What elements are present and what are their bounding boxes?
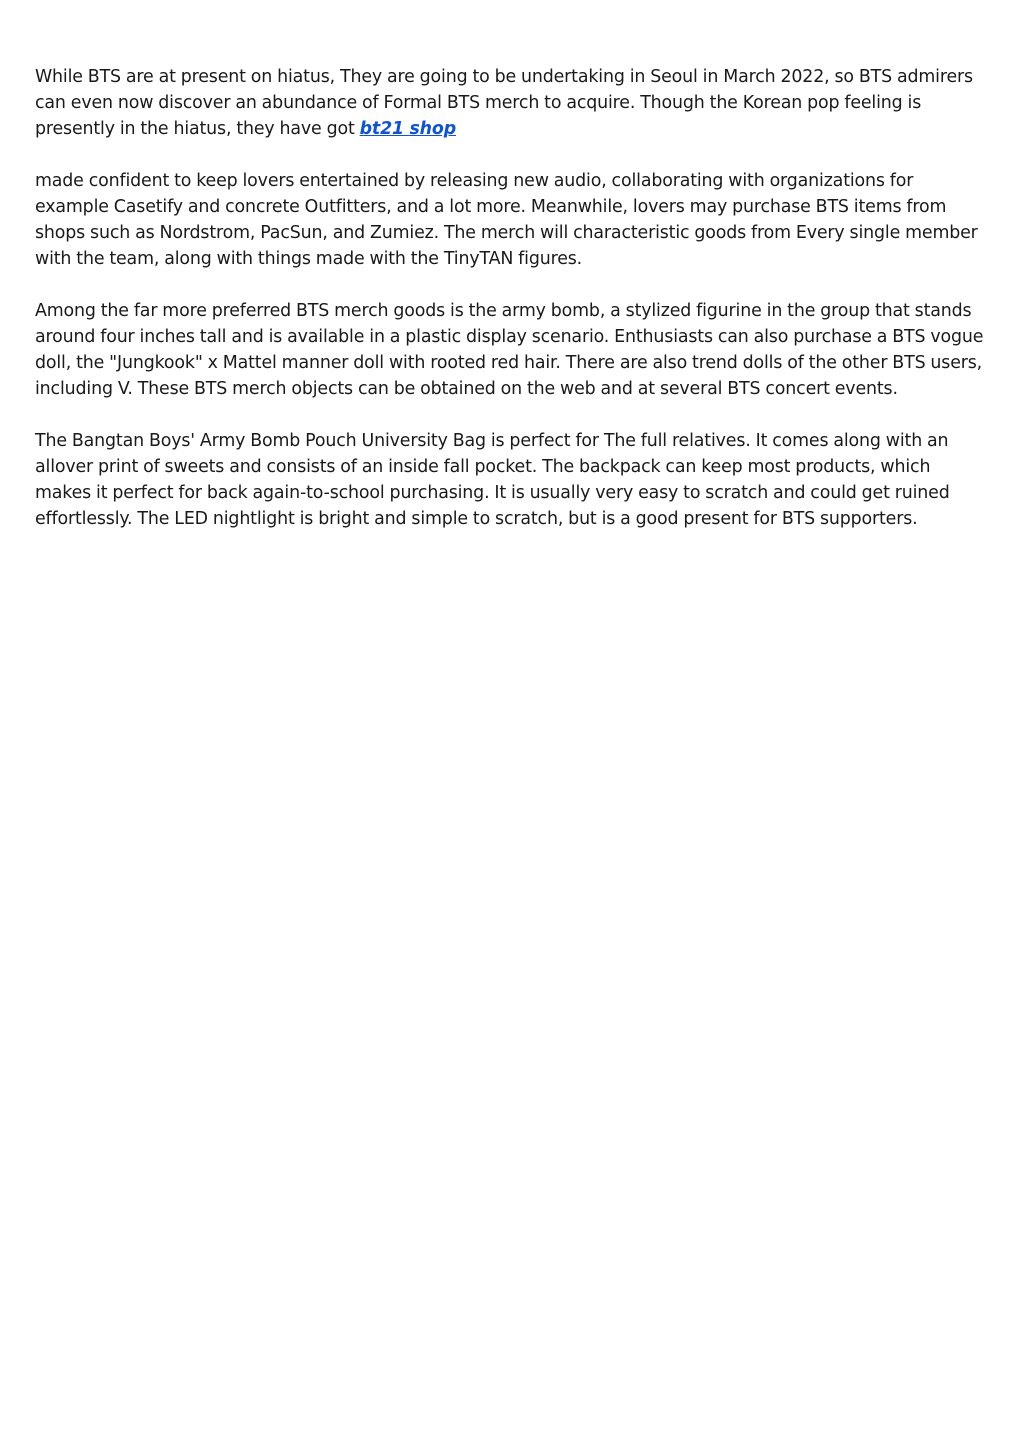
- paragraph-4: The Bangtan Boys' Army Bomb Pouch University Bag is perfect for The full relatives. It comes along with an allover print of sweets and consists of an inside fall pocket. The backpack can keep most products, which makes it perfect for back again-to-school purchasing. It is usually very easy to scratch and could get ruined effortlessly. The LED nightlight is bright and simple to scratch, but is a good present for BTS supporters.: [35, 431, 950, 529]
- paragraph-3: Among the far more preferred BTS merch goods is the army bomb, a stylized figurine in the group that stands around four inches tall and is available in a plastic display scenario. Enthusiasts can also purchase a BTS vogue doll, the "Jungkook" x Mattel manner doll with rooted red hair. There are also trend dolls of the other BTS users, including V. These BTS merch objects can be obtained on the web and at several BTS concert events.: [35, 301, 984, 399]
- paragraph-1: [35, 64, 989, 142]
- bt21-shop-link[interactable]: bt21 shop: [359, 119, 457, 139]
- paragraph-2: made confident to keep lovers entertained by releasing new audio, collaborating with organizations for example Casetify and concrete Outfitters, and a lot more. Meanwhile, lovers may purchase BTS items from shops such as Nordstrom, PacSun, and Zumiez. The merch will characteristic goods from Every single member with the team, along with things made with the TinyTAN figures.: [35, 171, 978, 269]
- paragraph-1-text-before: While BTS are at present on hiatus, They are going to be undertaking in Seoul in March 2022, so BTS admirers can even now discover an abundance of Formal BTS merch to acquire. Though the Korean pop feeling is presently in the hiatus, they have got: [35, 67, 973, 139]
